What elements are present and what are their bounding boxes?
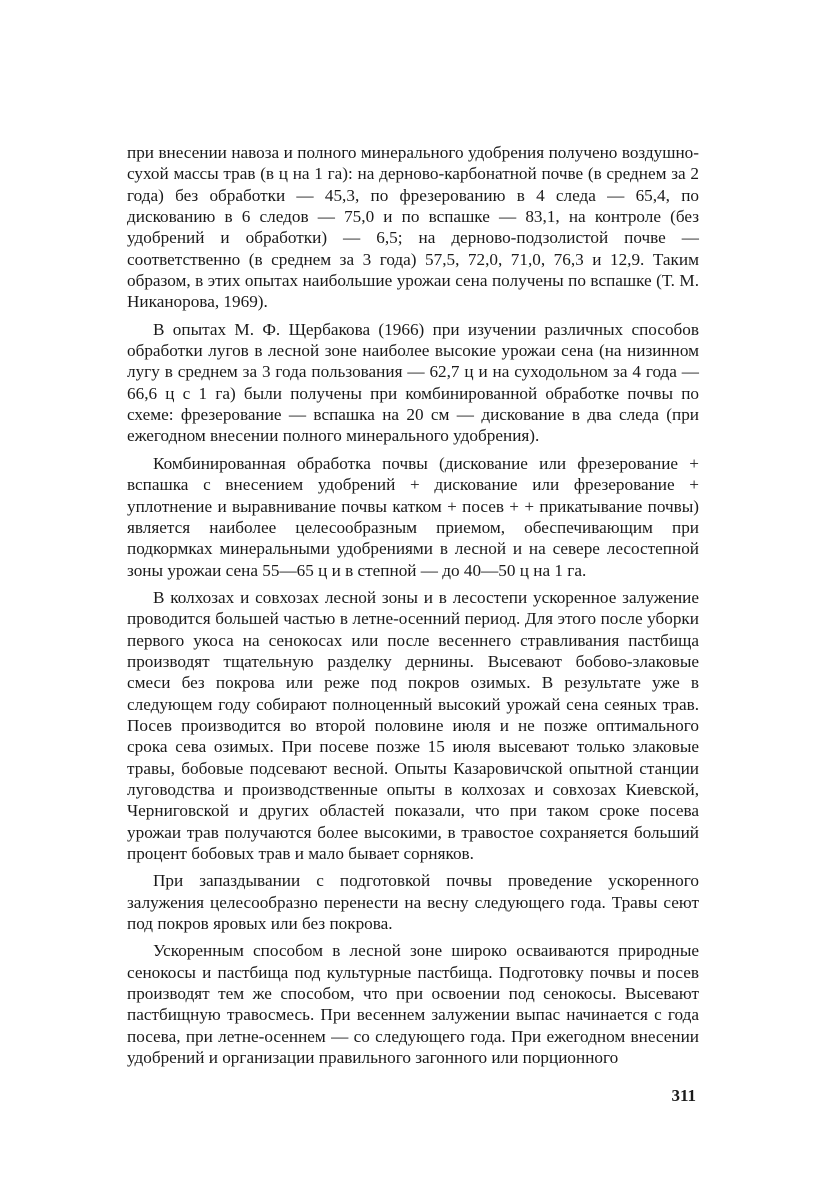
paragraph-5: При запаздывании с подготовкой почвы проведение ускоренного залужения целесообразно перенести на весну следующего года. Травы сеют под покров яровых или без покрова. bbox=[127, 871, 699, 934]
paragraph-2: В опытах М. Ф. Щербакова (1966) при изучении различных способов обработки лугов в лесной зоне наиболее высокие урожаи сена (на низинном лугу в среднем за 3 года пользования — 62,7 ц и на суходольном за 4 года — 66,6 ц с 1 га) были получены при комбинированной обработке почвы по схеме: фрезерование — вспашка на 20 см — дискование в два следа (при ежегодном внесении полного минерального удобрения). bbox=[127, 319, 699, 446]
paragraph-6: Ускоренным способом в лесной зоне широко осваиваются природные сенокосы и пастбища под культурные пастбища. Подготовку почвы и посев производят тем же способом, что при освоении под сенокосы. Высевают пастбищную травосмесь. При весеннем залужении выпас начинается с года посева, при летне-осеннем — со следующего года. При ежегодном внесении удобрений и организации правильного загонного или порционного bbox=[127, 941, 699, 1068]
paragraph-3: Комбинированная обработка почвы (дискование или фрезерование + вспашка с внесением удобрений + дискование или фрезерование + уплотнение и выравнивание почвы катком + посев + + прикатывание почвы) является наиболее целесообразным приемом, обеспечивающим при подкормках минеральными удобрениями в лесной и на севере лесостепной зоны урожаи сена 55—65 ц и в степной — до 40—50 ц на 1 га. bbox=[127, 453, 699, 580]
paragraph-1: при внесении навоза и полного минерального удобрения получено воздушно-сухой массы трав (в ц на 1 га): на дерново-карбонатной почве (в среднем за 2 года) без обработки — 45,3, по фрезерованию в 4 следа — 65,4, по дискованию в 6 следов — 75,0 и по вспашке — 83,1, на контроле (без удобрений и обработки) — 6,5; на дерново-подзолистой почве — соответственно (в среднем за 3 года) 57,5, 72,0, 71,0, 76,3 и 12,9. Таким образом, в этих опытах наибольшие урожаи сена получены по вспашке (Т. М. Никанорова, 1969). bbox=[127, 143, 699, 312]
paragraph-4: В колхозах и совхозах лесной зоны и в лесостепи ускоренное залужение проводится большей частью в летне-осенний период. Для этого после уборки первого укоса на сенокосах или после весеннего стравливания пастбища производят тщательную разделку дернины. Высевают бобово-злаковые смеси без покрова или реже под покров озимых. В результате уже в следующем году собирают полноценный высокий урожай сена сеяных трав. Посев производится во второй половине июля и не позже оптимального срока сева озимых. При посеве позже 15 июля высевают только злаковые травы, бобовые подсевают весной. Опыты Казаровичской опытной станции луговодства и производственные опыты в колхозах и совхозах Киевской, Черниговской и других областей показали, что при таком сроке посева урожаи трав получаются более высокими, в травостое сохраняется больший процент бобовых трав и мало бывает сорняков. bbox=[127, 587, 699, 863]
body-text bbox=[127, 142, 699, 1074]
page-number: 311 bbox=[671, 1086, 696, 1105]
